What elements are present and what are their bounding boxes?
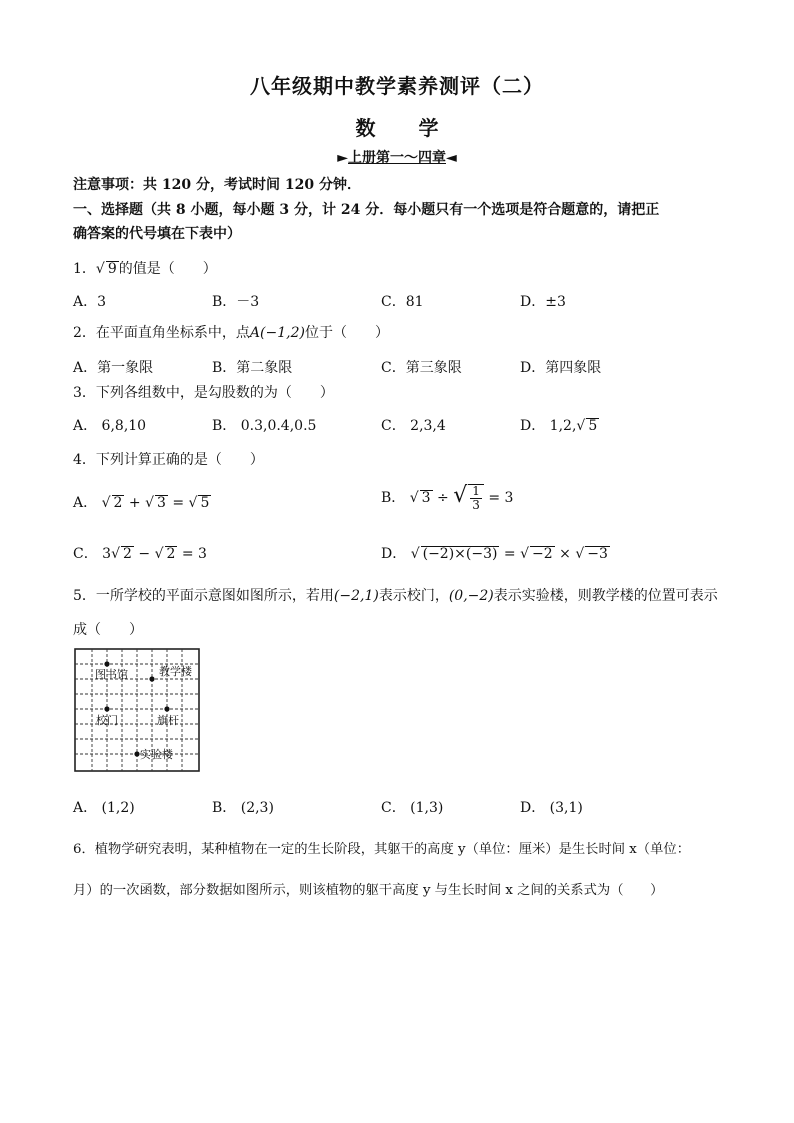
question-4-option-b[interactable]: B． √ 3 ÷ √ $\frac{1}{3}$ = 3 [381, 483, 514, 512]
question-6-stem-line1: 6．植物学研究表明，某种植物在一定的生长阶段，其躯干的高度 y（单位：厘米）是生长时间 x（单位： [73, 842, 690, 857]
question-5-option-b[interactable]: B． (2,3) [212, 800, 274, 816]
school-map [73, 647, 203, 779]
triangle-right-icon: ► [337, 150, 348, 166]
lab-point [134, 751, 139, 756]
section1-heading-line1: 一、选择题（共 8 小题，每小题 3 分，计 24 分．每小题只有一个选项是符合题意的，请把正 [73, 202, 660, 218]
map-label-gate: 校门 [96, 714, 118, 727]
map-label-library: 图书馆 [95, 668, 128, 681]
formula-b: √ 3 ÷ √ $\frac{1}{3}$ = 3 [409, 483, 514, 512]
question-3-option-c[interactable]: C． 2,3,4 [381, 418, 446, 434]
exam-title: 八年级期中教学素养测评（二） [250, 74, 544, 98]
question-4-stem: 4．下列计算正确的是（ ） [73, 452, 264, 468]
teaching-building-point [149, 676, 154, 681]
question-1-stem: 1．√ 9 的值是（ ） [73, 261, 217, 277]
map-label-flag: 旗杆 [157, 714, 179, 727]
subject-title: 数 学 [355, 116, 457, 140]
question-5-option-d[interactable]: D． (3,1) [520, 800, 583, 816]
question-1-option-b[interactable]: B．－3 [212, 294, 260, 310]
formula-c: 3√ 2 − √ 2 = 3 [102, 546, 207, 562]
question-5-stem-line2: 成（ ） [73, 622, 143, 638]
question-1-option-a[interactable]: A．3 [73, 294, 107, 310]
question-3-stem: 3．下列各组数中，是勾股数的为（ ） [73, 385, 334, 401]
triangle-left-icon: ◄ [446, 150, 457, 166]
school-map-grid [73, 647, 203, 775]
exam-scope [0, 147, 794, 167]
question-3-option-d[interactable]: D． 1,2,√ 5 [520, 418, 598, 434]
library-point [104, 661, 109, 666]
section1-heading-line2: 确答案的代号填在下表中） [73, 226, 241, 242]
formula-a: √ 2 + √ 3 = √ 5 [101, 495, 210, 511]
question-5-option-a[interactable]: A． (1,2) [73, 800, 135, 816]
question-2-option-d[interactable]: D．第四象限 [520, 360, 602, 376]
notice: 注意事项：共 120 分，考试时间 120 分钟． [73, 177, 361, 193]
gate-point [104, 706, 109, 711]
question-1-option-d[interactable]: D．±3 [520, 294, 566, 310]
scope-text: 上册第一～四章 [348, 150, 446, 166]
question-2-stem: 2．在平面直角坐标系中，点A(−1,2)位于（ ） [73, 325, 389, 341]
map-label-lab: 实验楼 [140, 748, 173, 761]
map-label-teaching: 教学楼 [159, 665, 192, 678]
question-3-option-b[interactable]: B． 0.3,0.4,0.5 [212, 418, 317, 434]
flagpole-point [164, 706, 169, 711]
question-4-option-a[interactable]: A． √ 2 + √ 3 = √ 5 [73, 495, 210, 511]
formula-d: √ (−2)×(−3) = √ −2 × √ −3 [410, 546, 608, 562]
question-2-option-a[interactable]: A．第一象限 [73, 360, 154, 376]
question-1-option-c[interactable]: C．81 [381, 294, 424, 310]
question-4-option-c[interactable]: C． 3√ 2 − √ 2 = 3 [73, 546, 207, 562]
question-3-option-a[interactable]: A． 6,8,10 [73, 418, 147, 434]
question-5-stem-line1: 5．一所学校的平面示意图如图所示，若用(−2,1)表示校门，(0,−2)表示实验楼，则教学楼的位置可表示 [73, 588, 718, 604]
question-6-stem-line2: 月）的一次函数，部分数据如图所示，则该植物的躯干高度 y 与生长时间 x 之间的关系式为（ ） [73, 883, 664, 898]
question-2-option-c[interactable]: C．第三象限 [381, 360, 462, 376]
question-2-option-b[interactable]: B．第二象限 [212, 360, 293, 376]
question-4-option-d[interactable]: D． √ (−2)×(−3) = √ −2 × √ −3 [381, 546, 608, 562]
question-5-option-c[interactable]: C． (1,3) [381, 800, 444, 816]
